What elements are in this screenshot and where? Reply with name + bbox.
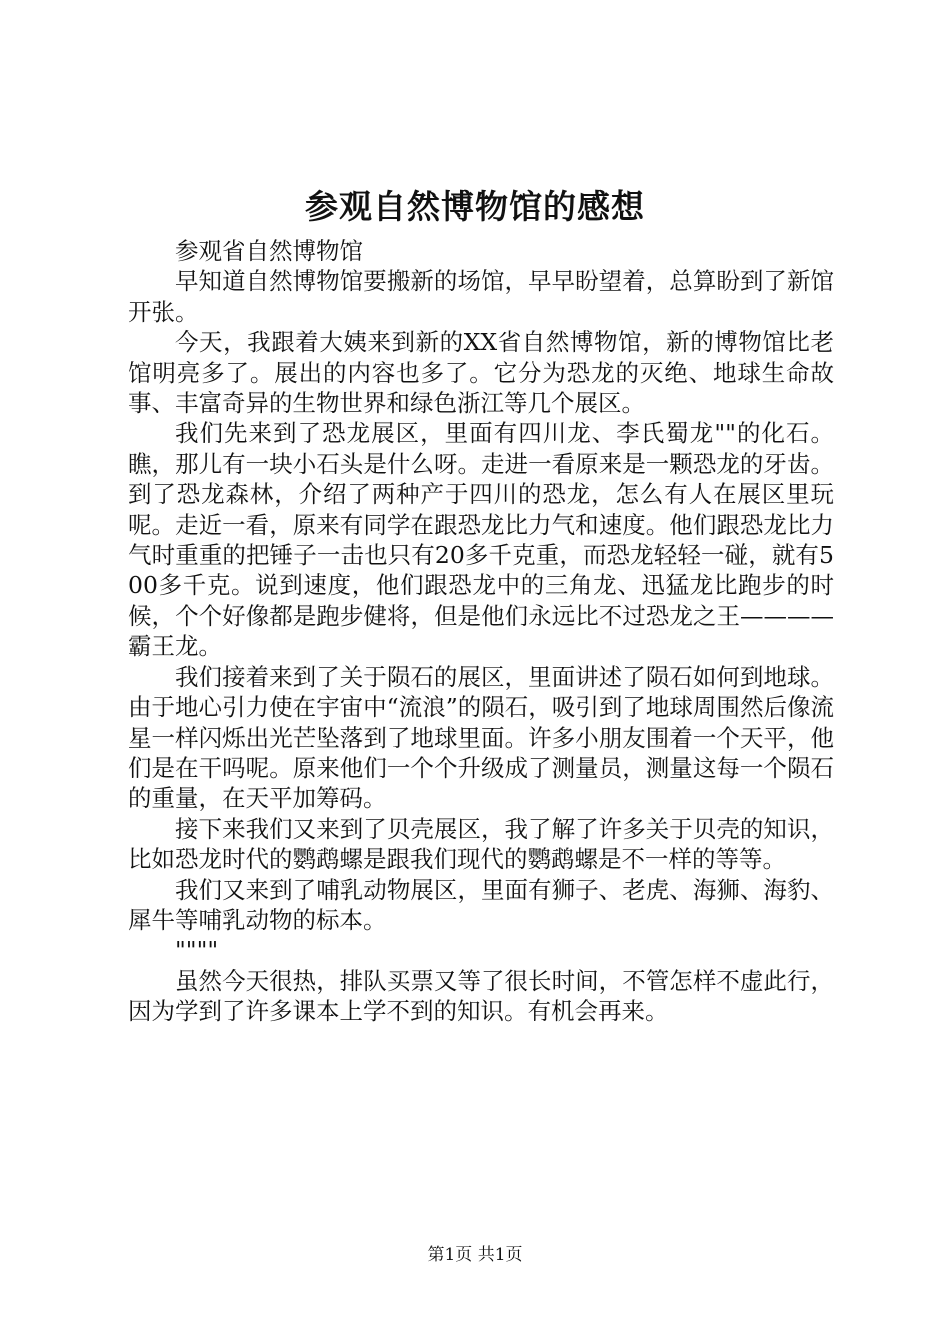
- paragraph-intro: 早知道自然博物馆要搬新的场馆，早早盼望着，总算盼到了新馆开张。: [128, 267, 834, 326]
- paragraph-subtitle: 参观省自然博物馆: [175, 237, 363, 265]
- document-body: [128, 236, 834, 1027]
- paragraph-conclusion: 虽然今天很热，排队买票又等了很长时间，不管怎样不虚此行，因为学到了许多课本上学不到的知识。有机会再来。: [128, 966, 834, 1026]
- paragraph-dinosaur: 我们先来到了恐龙展区，里面有四川龙、李氏蜀龙""的化石。瞧，那儿有一块小石头是什么呀。走进一看原来是一颗恐龙的牙齿。到了恐龙森林，介绍了两种产于四川的恐龙，怎么有人在展区里玩呢。走近一看，原来有同学在跟恐龙比力气和速度。他们跟恐龙比力气时重重的把锤子一击也只有20多千克重，而恐龙轻轻一碰，就有500多千克。说到速度，他们跟恐龙中的三角龙、迅猛龙比跑步的时候，个个好像都是跑步健将，但是他们永远比不过恐龙之王————霸王龙。: [128, 419, 834, 661]
- page-number-footer: 第1页 共1页: [427, 1245, 523, 1265]
- paragraph-mammal: 我们又来到了哺乳动物展区，里面有狮子、老虎、海狮、海豹、犀牛等哺乳动物的标本。: [128, 875, 834, 934]
- paragraph-museum: 今天，我跟着大姨来到新的XX省自然博物馆，新的博物馆比老馆明亮多了。展出的内容也多了。它分为恐龙的灭绝、地球生命故事、丰富奇异的生物世界和绿色浙江等几个展区。: [128, 328, 834, 418]
- document-title: 参观自然博物馆的感想: [305, 187, 645, 226]
- paragraph-shell: 接下来我们又来到了贝壳展区，我了解了许多关于贝壳的知识，比如恐龙时代的鹦鹉螺是跟我们现代的鹦鹉螺是不一样的等等。: [128, 814, 834, 874]
- paragraph-meteorite: 我们接着来到了关于陨石的展区，里面讲述了陨石如何到地球。由于地心引力使在宇宙中“流浪”的陨石，吸引到了地球周围然后像流星一样闪烁出光芒坠落到了地球里面。许多小朋友围着一个天平，他们是在干吗呢。原来他们一个个升级成了测量员，测量这每一个陨石的重量，在天平加筹码。: [128, 662, 834, 813]
- paragraph-quotes: """": [175, 936, 219, 965]
